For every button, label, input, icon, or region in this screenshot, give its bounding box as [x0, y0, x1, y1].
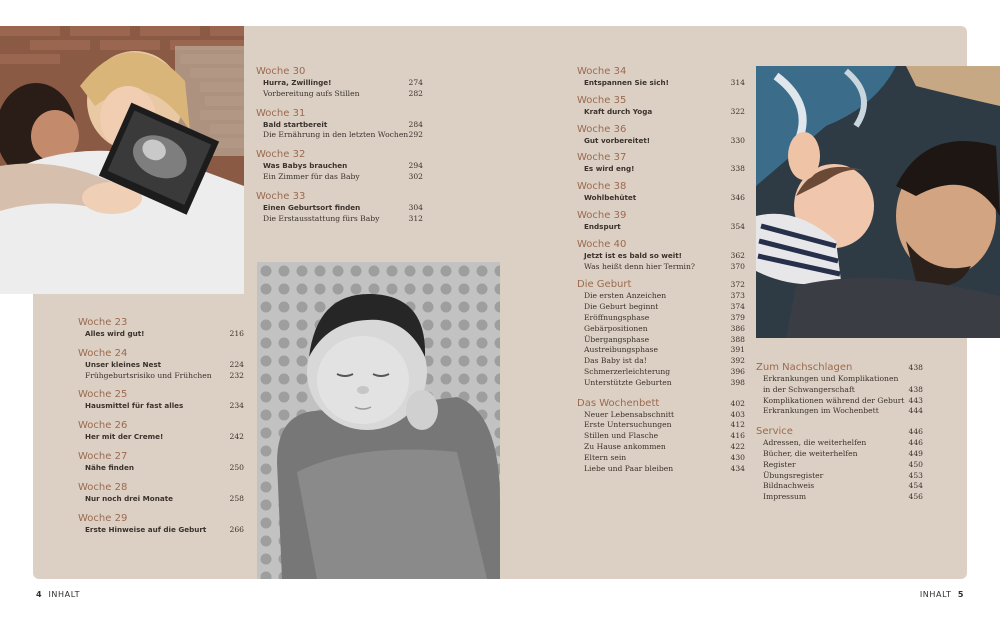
section-title-nachschlagen[interactable]: Zum Nachschlagen 438 — [756, 362, 923, 373]
toc-entry[interactable] — [577, 324, 745, 335]
entry-label: Liebe und Paar bleiben — [584, 463, 674, 473]
toc-week — [78, 317, 244, 340]
entry-page: 292 — [408, 130, 423, 140]
entry-page: 258 — [229, 493, 244, 503]
week-title[interactable]: Woche 36 — [577, 123, 627, 135]
entry-page: 444 — [908, 406, 923, 416]
toc-entry[interactable] — [577, 378, 745, 389]
toc-entry[interactable] — [78, 371, 244, 382]
toc-entry[interactable] — [78, 401, 244, 412]
entry-label: Impressum — [763, 492, 807, 502]
entry-page: 422 — [730, 441, 745, 451]
entry-page: 446 — [908, 438, 923, 448]
entry-page: 304 — [408, 202, 423, 212]
entry-label: Komplikationen während der Geburt — [763, 395, 905, 405]
entry-label: Eröffnungsphase — [584, 312, 650, 322]
week-title[interactable]: Woche 39 — [577, 209, 627, 221]
toc-entry[interactable] — [577, 442, 745, 453]
newborn-photo — [257, 262, 500, 579]
entry-label: Alles wird gut! — [85, 329, 145, 338]
toc-week — [577, 124, 745, 147]
entry-page: 386 — [730, 323, 745, 333]
entry-page: 443 — [908, 395, 923, 405]
entry-label: Adressen, die weiterhelfen — [763, 438, 867, 448]
entry-label: Register — [763, 459, 796, 469]
toc-entry[interactable] — [756, 449, 923, 460]
toc-entry[interactable] — [256, 214, 423, 225]
toc-section-service — [756, 425, 923, 503]
entry-label: Was heißt denn hier Termin? — [584, 261, 695, 271]
toc-entry[interactable] — [756, 396, 923, 407]
entry-page: 391 — [730, 345, 745, 355]
entry-label: Übungsregister — [763, 470, 824, 480]
toc-entry[interactable] — [577, 335, 745, 346]
entry-label: Jetzt ist es bald so weit! — [584, 250, 682, 260]
week-title[interactable]: Woche 24 — [78, 347, 128, 359]
toc-entry[interactable] — [577, 464, 745, 475]
toc-entry[interactable] — [256, 172, 423, 183]
section-page: 438 — [908, 363, 923, 372]
entry-label: Endspurt — [584, 221, 621, 231]
toc-entry[interactable] — [577, 251, 745, 262]
section-title-geburt[interactable]: Die Geburt 372 — [577, 279, 745, 291]
toc-weeks-34-40 — [577, 66, 745, 272]
entry-label: Die Ernährung in den letzten Wochen — [263, 130, 409, 140]
toc-entry[interactable] — [78, 525, 244, 536]
week-title[interactable]: Woche 38 — [577, 181, 627, 193]
toc-entry[interactable] — [756, 471, 923, 482]
footer-left — [36, 590, 80, 599]
entry-label: Bildnachweis — [763, 481, 815, 491]
hug-photo — [0, 26, 244, 294]
entry-page: 392 — [730, 356, 745, 366]
toc-entry[interactable] — [256, 78, 423, 89]
entry-label: Die Erstausstattung fürs Baby — [263, 213, 380, 223]
toc-week — [577, 152, 745, 175]
toc-entry[interactable] — [756, 492, 923, 503]
week-title[interactable]: Woche 28 — [78, 481, 128, 493]
toc-entry[interactable] — [256, 161, 423, 172]
entry-page: 216 — [229, 329, 244, 338]
entry-label: Eltern sein — [584, 452, 627, 462]
toc-entry[interactable] — [78, 360, 244, 371]
week-title[interactable]: Woche 26 — [78, 420, 128, 432]
entry-page: 434 — [730, 463, 745, 473]
toc-entry[interactable] — [577, 345, 745, 356]
entry-page: 242 — [229, 432, 244, 442]
toc-week — [78, 451, 244, 474]
entry-label: Hausmittel für fast alles — [85, 401, 184, 411]
entry-label: Erste Untersuchungen — [584, 420, 672, 430]
entry-page: 322 — [730, 106, 745, 116]
toc-week — [78, 482, 244, 505]
entry-page: 234 — [229, 401, 244, 411]
toc-entry[interactable] — [756, 374, 923, 385]
entry-label: Was Babys brauchen — [263, 161, 348, 171]
entry-page: 224 — [229, 359, 244, 369]
toc-column-weeks-23-29 — [78, 317, 244, 543]
toc-week — [577, 239, 745, 273]
toc-entry[interactable] — [577, 420, 745, 431]
entry-page: 314 — [730, 78, 745, 87]
entry-page: 398 — [730, 377, 745, 387]
entry-label: Die Geburt beginnt — [584, 302, 659, 312]
toc-entry[interactable] — [577, 291, 745, 302]
entry-page: 282 — [408, 88, 423, 98]
toc-week — [78, 389, 244, 412]
toc-week — [256, 149, 423, 183]
entry-label: Kraft durch Yoga — [584, 106, 653, 116]
week-title[interactable]: Woche 33 — [256, 190, 306, 202]
entry-label: Unser kleines Nest — [85, 359, 162, 369]
week-title[interactable]: Woche 31 — [256, 107, 306, 119]
week-title[interactable]: Woche 35 — [577, 94, 627, 106]
section-title-service[interactable]: Service 446 — [756, 426, 923, 438]
toc-week — [78, 348, 244, 382]
footer-label-right: INHALT — [919, 590, 952, 599]
entry-label: Übergangsphase — [584, 334, 650, 344]
toc-entry[interactable] — [577, 453, 745, 464]
entry-page: 312 — [408, 213, 423, 223]
toc-entry[interactable] — [577, 302, 745, 313]
week-title[interactable]: Woche 37 — [577, 152, 627, 164]
section-items — [577, 291, 745, 388]
entry-label: Wohlbehütet — [584, 193, 637, 203]
toc-week — [577, 181, 745, 204]
entry-page: 370 — [730, 261, 745, 271]
entry-page: 338 — [730, 164, 745, 174]
entry-label: Es wird eng! — [584, 164, 635, 174]
toc-entry[interactable] — [756, 385, 923, 396]
entry-page: 232 — [229, 370, 244, 380]
section-items — [756, 438, 923, 503]
entry-label: Gebärpositionen — [584, 323, 648, 333]
father-baby-photo — [756, 66, 1000, 338]
section-items — [577, 410, 745, 475]
entry-page: 403 — [730, 409, 745, 419]
entry-page: 346 — [730, 193, 745, 203]
section-page: 372 — [730, 280, 745, 290]
toc-entry[interactable] — [756, 481, 923, 492]
entry-page: 450 — [908, 459, 923, 469]
toc-week — [78, 420, 244, 443]
toc-entry[interactable] — [78, 432, 244, 443]
week-title[interactable]: Woche 34 — [577, 66, 627, 77]
entry-page: 302 — [408, 171, 423, 181]
entry-label: Frühgeburtsrisiko und Frühchen — [85, 370, 212, 380]
entry-page: 362 — [730, 250, 745, 260]
entry-label: Zu Hause ankommen — [584, 441, 666, 451]
entry-label: Stillen und Flasche — [584, 431, 659, 441]
entry-page: 438 — [908, 384, 923, 394]
toc-entry[interactable] — [756, 460, 923, 471]
toc-entry[interactable] — [78, 463, 244, 474]
toc-column-weeks-30-33 — [256, 66, 423, 232]
toc-entry[interactable] — [577, 164, 745, 175]
entry-page: 266 — [229, 524, 244, 534]
toc-entry[interactable] — [577, 78, 745, 89]
page-number-right: 5 — [957, 590, 964, 599]
toc-section-geburt — [577, 278, 745, 388]
section-page: 446 — [908, 427, 923, 437]
toc-entry[interactable] — [577, 222, 745, 233]
entry-label: in der Schwangerschaft — [763, 384, 855, 394]
toc-entry[interactable] — [256, 130, 423, 141]
entry-page: 453 — [908, 470, 923, 480]
toc-week — [256, 191, 423, 225]
entry-page: 449 — [908, 448, 923, 458]
entry-label: Austreibungsphase — [584, 345, 658, 355]
entry-page: 416 — [730, 431, 745, 441]
toc-entry[interactable] — [78, 494, 244, 505]
entry-page: 330 — [730, 135, 745, 145]
entry-page: 412 — [730, 420, 745, 430]
section-items — [756, 374, 923, 417]
entry-label: Unterstützte Geburten — [584, 377, 672, 387]
toc-entry[interactable] — [577, 107, 745, 118]
toc-entry[interactable] — [256, 89, 423, 100]
entry-page: 379 — [730, 312, 745, 322]
entry-label: Ein Zimmer für das Baby — [263, 171, 360, 181]
week-title[interactable]: Woche 29 — [78, 512, 128, 524]
entry-page: 274 — [408, 78, 423, 87]
toc-entry[interactable] — [577, 136, 745, 147]
toc-entry[interactable] — [256, 203, 423, 214]
entry-page: 374 — [730, 302, 745, 312]
entry-page: 250 — [229, 462, 244, 472]
entry-page: 294 — [408, 161, 423, 171]
toc-entry[interactable] — [256, 120, 423, 131]
entry-label: Bücher, die weiterhelfen — [763, 448, 858, 458]
entry-label: Erste Hinweise auf die Geburt — [85, 524, 207, 534]
entry-label: Hurra, Zwillinge! — [263, 78, 332, 87]
entry-page: 284 — [408, 119, 423, 129]
toc-section-nachschlagen — [756, 361, 923, 417]
toc-entry[interactable] — [577, 431, 745, 442]
week-title[interactable]: Woche 40 — [577, 238, 627, 250]
toc-section-wochenbett — [577, 397, 745, 475]
toc-entry[interactable] — [78, 329, 244, 340]
toc-week — [577, 95, 745, 118]
toc-column-weeks-34-40 — [577, 66, 745, 482]
entry-label: Erkrankungen und Komplikationen — [763, 374, 899, 383]
toc-entry[interactable] — [577, 262, 745, 273]
toc-entry[interactable] — [577, 193, 745, 204]
entry-label: Vorbereitung aufs Stillen — [263, 88, 360, 98]
entry-label: Schmerzerleichterung — [584, 366, 671, 376]
toc-week — [577, 66, 745, 89]
week-title[interactable]: Woche 27 — [78, 450, 128, 462]
entry-label: Bald startbereit — [263, 119, 328, 129]
entry-label: Erkrankungen im Wochenbett — [763, 406, 879, 416]
week-title[interactable]: Woche 32 — [256, 149, 306, 161]
section-page: 402 — [730, 398, 745, 408]
entry-page: 388 — [730, 334, 745, 344]
toc-column-appendix — [756, 361, 923, 511]
entry-label: Nur noch drei Monate — [85, 493, 174, 503]
footer-right — [920, 590, 964, 599]
toc-entry[interactable] — [577, 356, 745, 367]
entry-page: 354 — [730, 221, 745, 231]
entry-label: Neuer Lebensabschnitt — [584, 409, 675, 419]
toc-entry[interactable] — [577, 367, 745, 378]
entry-label: Nähe finden — [85, 462, 134, 472]
toc-week — [78, 513, 244, 536]
toc-entry[interactable] — [756, 438, 923, 449]
toc-week — [577, 210, 745, 233]
entry-page: 373 — [730, 291, 745, 301]
entry-page: 454 — [908, 481, 923, 491]
toc-entry[interactable] — [577, 313, 745, 324]
entry-label: Gut vorbereitet! — [584, 135, 651, 145]
toc-entry[interactable] — [756, 406, 923, 417]
week-title[interactable]: Woche 30 — [256, 66, 306, 77]
footer-label-left: INHALT — [48, 590, 81, 599]
week-title[interactable]: Woche 23 — [78, 317, 128, 328]
entry-page: 456 — [908, 492, 923, 502]
entry-page: 396 — [730, 366, 745, 376]
page-number-left: 4 — [36, 590, 43, 599]
toc-week — [256, 108, 423, 142]
entry-label: Das Baby ist da! — [584, 356, 647, 366]
entry-label: Her mit der Creme! — [85, 432, 164, 442]
entry-page: 430 — [730, 452, 745, 462]
entry-label: Einen Geburtsort finden — [263, 202, 361, 212]
toc-entry[interactable] — [577, 410, 745, 421]
entry-label: Entspannen Sie sich! — [584, 78, 669, 87]
week-title[interactable]: Woche 25 — [78, 389, 128, 401]
toc-week — [256, 66, 423, 100]
section-title-wochenbett[interactable]: Das Wochenbett 402 — [577, 397, 745, 409]
entry-label: Die ersten Anzeichen — [584, 291, 667, 301]
